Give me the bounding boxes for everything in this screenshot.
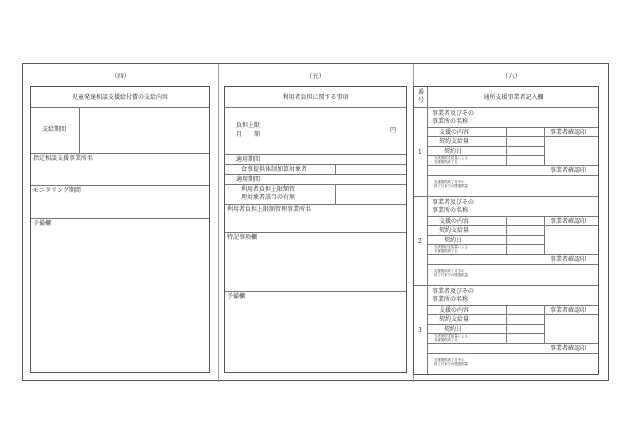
row-divider — [225, 291, 406, 292]
column-divider — [79, 107, 80, 153]
row-divider — [427, 264, 598, 265]
row-divider — [427, 305, 598, 306]
panel-header: （六） — [501, 72, 522, 80]
row-divider — [31, 185, 209, 186]
row-divider — [225, 204, 406, 205]
remaining-label: 終了日までの既提供量 — [434, 184, 468, 188]
note-label: 当該契約支給量による — [434, 156, 468, 160]
note-label: 当該契約支給量による — [434, 245, 468, 249]
seal-label: 事業者確認印 — [550, 218, 587, 225]
block-number: 3 — [418, 327, 422, 334]
row-divider — [427, 225, 598, 226]
row-divider — [225, 174, 406, 175]
panel-four — [23, 64, 218, 382]
row-divider — [225, 107, 406, 108]
provider-label: 事業者及びその — [432, 110, 475, 117]
provider-label: 事業所の名称 — [432, 118, 469, 125]
seal-label: 事業者確認印 — [550, 167, 587, 174]
service-label: 支援の内容 — [439, 129, 470, 136]
panel-six — [413, 64, 610, 382]
block-number: 2 — [418, 238, 422, 245]
column-divider — [544, 127, 545, 165]
column-divider — [544, 216, 545, 254]
row-divider — [414, 107, 598, 108]
panel-five — [218, 64, 413, 382]
panel-five-table — [224, 86, 407, 373]
amount-label: 契約支給量 — [439, 138, 470, 145]
remaining-label: 終了日までの既提供量 — [434, 362, 468, 366]
field-label: 負担上限 — [236, 122, 261, 129]
row-divider — [427, 324, 544, 325]
provider-label: 事業所の名称 — [432, 207, 469, 214]
note-label: 支援提供終了日 — [434, 338, 458, 342]
remaining-label: 支援提供終了月中の — [434, 180, 465, 184]
note-label: 支援提供終了日 — [434, 160, 458, 164]
service-label: 支援の内容 — [439, 218, 470, 225]
field-label: 指定相談支援事業所名 — [33, 155, 94, 162]
row-divider — [31, 153, 209, 154]
row-divider — [427, 235, 544, 236]
service-label: 支援の内容 — [439, 307, 470, 314]
field-label: モニタリング期間 — [33, 187, 81, 194]
table-title: 児童発達相談支援給付費の支給内容 — [71, 94, 168, 101]
table-title: 利用者負担に関する事項 — [282, 94, 349, 101]
provider-label: 事業者及びその — [432, 288, 475, 295]
row-divider — [427, 127, 598, 128]
row-divider — [427, 314, 598, 315]
column-divider — [544, 305, 545, 343]
row-divider — [31, 218, 209, 219]
column-divider — [335, 164, 336, 174]
column-divider — [335, 184, 336, 204]
row-divider — [427, 353, 598, 354]
number-header: 号 — [418, 97, 425, 104]
field-label: 月 額 — [236, 131, 261, 138]
row-divider — [427, 254, 598, 255]
row-divider — [31, 107, 209, 108]
field-label: 予備欄 — [227, 293, 246, 300]
row-divider — [427, 165, 598, 166]
row-divider — [427, 343, 598, 344]
note-label: 支援提供終了日 — [434, 249, 458, 253]
field-label: 食事提供体制加算対象者 — [241, 166, 308, 173]
row-divider — [427, 175, 598, 176]
row-divider — [427, 216, 598, 217]
block-number: 1 — [418, 149, 422, 156]
table-title: 通所支援事業者記入欄 — [483, 94, 544, 101]
row-divider — [225, 154, 406, 155]
field-label: 利用者負担上限額管理事業所名 — [227, 206, 312, 213]
block-divider — [414, 285, 598, 286]
certificate-sheet — [22, 63, 609, 381]
date-label: 契約日 — [444, 148, 463, 155]
field-label: 予備欄 — [33, 220, 52, 227]
date-label: 契約日 — [444, 326, 463, 333]
seal-label: 事業者確認印 — [550, 345, 587, 352]
row-divider — [427, 146, 544, 147]
seal-label: 事業者確認印 — [550, 307, 587, 314]
field-label: 支給期間 — [42, 126, 67, 133]
field-label: 利用者負担上限額管 — [241, 186, 296, 193]
field-label: 適用期間 — [236, 176, 261, 183]
number-header: 番 — [418, 89, 425, 96]
remaining-label: 終了日までの既提供量 — [434, 273, 468, 277]
date-label: 契約日 — [444, 237, 463, 244]
panel-six-table — [413, 86, 599, 375]
panel-header: （四） — [110, 72, 131, 80]
row-divider — [225, 164, 406, 165]
block-divider — [414, 196, 598, 197]
field-label: 特記事項欄 — [227, 234, 258, 241]
panel-header: （五） — [305, 72, 326, 80]
remaining-label: 支援提供終了月中の — [434, 269, 465, 273]
amount-label: 契約支給量 — [439, 316, 470, 323]
row-divider — [427, 136, 598, 137]
field-label: 理対象者該当の有無 — [241, 194, 296, 201]
row-divider — [225, 184, 406, 185]
remaining-label: 支援提供終了月中の — [434, 358, 465, 362]
amount-label: 契約支給量 — [439, 227, 470, 234]
note-label: 当該契約支給量による — [434, 334, 468, 338]
panel-four-table — [30, 86, 210, 373]
number-column-divider — [427, 87, 428, 374]
yen-unit: 円 — [390, 127, 397, 134]
seal-label: 事業者確認印 — [550, 256, 587, 263]
provider-label: 事業所の名称 — [432, 296, 469, 303]
row-divider — [225, 232, 406, 233]
field-label: 適用期間 — [236, 156, 261, 163]
provider-label: 事業者及びその — [432, 199, 475, 206]
seal-label: 事業者確認印 — [550, 129, 587, 136]
